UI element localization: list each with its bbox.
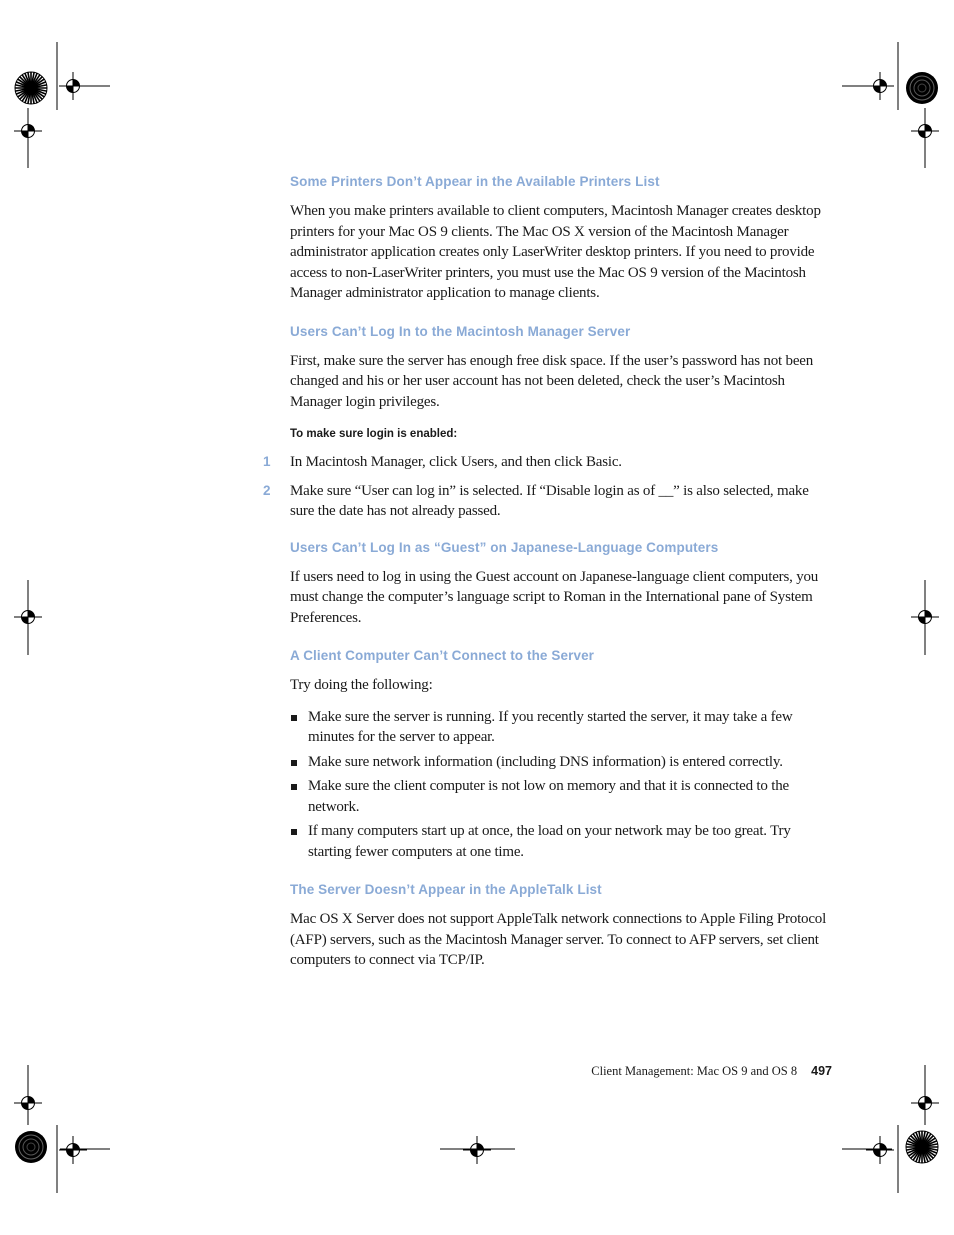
bullet-list: [290, 707, 830, 863]
page-content: [263, 172, 830, 989]
step-number: 2: [263, 482, 271, 498]
section-heading: Users Can’t Log In to the Macintosh Manager Server: [290, 323, 631, 339]
step-number: 1: [263, 454, 271, 469]
chapter-title: Client Management: Mac OS 9 and OS 8: [591, 1064, 798, 1078]
step-text: In Macintosh Manager, click Users, and then click Basic.: [290, 454, 622, 470]
bullet-item: Make sure the client computer is not low on memory and that it is connected to the network.: [290, 776, 830, 817]
procedure-steps: [263, 452, 830, 522]
page-number: 497: [811, 1064, 832, 1078]
section-guest-japanese: [290, 538, 830, 629]
section-body: Mac OS X Server does not support AppleTalk network connections to Apple Filing Protocol (AFP) servers, such as the Macintosh Manager server. To connect to AFP servers, set client computers to connect via TCP/IP.: [290, 911, 827, 968]
section-body: If users need to log in using the Guest account on Japanese-language client computers, you must change the computer’s language script to Roman in the International pane of System Preferences.: [290, 568, 819, 626]
section-body: First, make sure the server has enough free disk space. If the user’s password has not been changed and his or her user account has not been deleted, check the user’s Macintosh Manager login privileges.: [290, 352, 814, 410]
page-footer: [560, 1063, 832, 1079]
procedure-title: To make sure login is enabled:: [290, 428, 458, 440]
section-heading: A Client Computer Can’t Connect to the Server: [290, 648, 595, 663]
section-heading: Some Printers Don’t Appear in the Available Printers List: [290, 174, 660, 189]
bullet-item: Make sure network information (including DNS information) is entered correctly.: [290, 752, 830, 773]
bullet-item: Make sure the server is running. If you recently started the server, it may take a few minutes for the server to appear.: [290, 707, 830, 748]
section-appletalk: [290, 880, 830, 971]
step-item: [263, 452, 830, 473]
step-text: Make sure “User can log in” is selected. If “Disable login as of __” is also selected, make sure the date has not already passed.: [290, 482, 809, 519]
step-item: [263, 481, 830, 522]
section-heading: The Server Doesn’t Appear in the AppleTalk List: [290, 882, 602, 897]
section-body: Try doing the following:: [290, 677, 433, 693]
bullet-item: If many computers start up at once, the load on your network may be too great. Try starting fewer computers at one time.: [290, 821, 830, 862]
section-heading: Users Can’t Log In as “Guest” on Japanese-Language Computers: [290, 539, 719, 555]
section-body: When you make printers available to client computers, Macintosh Manager creates desktop printers for your Mac OS 9 clients. The Mac OS X version of the Macintosh Manager administrator application creates only LaserWriter desktop printers. If you need to provide access to non-LaserWriter printers, you must use the Mac OS 9 version of the Macintosh Manager administrator application to manage clients.: [290, 203, 821, 301]
section-printers: [290, 172, 830, 304]
section-client-cant-connect: [290, 646, 830, 862]
section-users-cant-log-in: [263, 322, 830, 522]
